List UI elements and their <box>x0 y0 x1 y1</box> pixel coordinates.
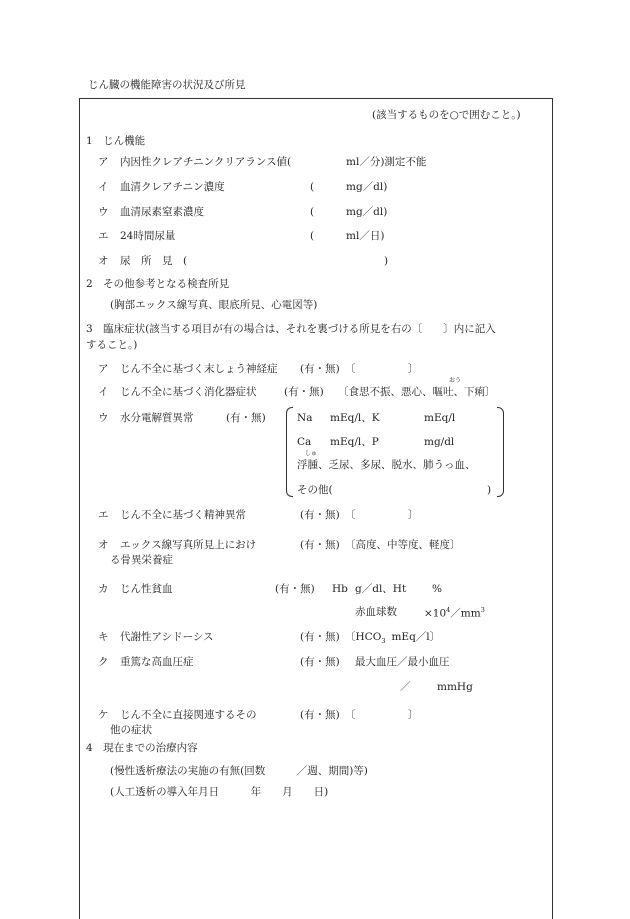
electrolyte-brace-left <box>286 407 293 497</box>
s4-line1: (慢性透析療法の実施の有無(回数 ／週、期間)等) <box>110 765 368 777</box>
instruction-note: (該当するものを○で囲むこと。) <box>372 109 521 121</box>
s3-heading-cont: すること。) <box>86 339 138 351</box>
s4-heading: 4 現在までの治療内容 <box>86 742 198 754</box>
s2-note: (胸部エックス線写真、眼底所見、心電図等) <box>110 299 318 311</box>
s1-heading: 1 じん機能 <box>86 135 146 147</box>
s4-line2: (人工透析の導入年月日 年 月 日) <box>110 786 329 798</box>
s3-heading: 3 臨床症状(該当する項目が有の場合は、それを裏づける所見を右の〔 〕内に記入 <box>86 323 496 335</box>
s2-heading: 2 その他参考となる検査所見 <box>86 278 230 290</box>
document-title: じん臓の機能障害の状況及び所見 <box>88 79 246 91</box>
electrolyte-brace-right <box>497 407 504 497</box>
